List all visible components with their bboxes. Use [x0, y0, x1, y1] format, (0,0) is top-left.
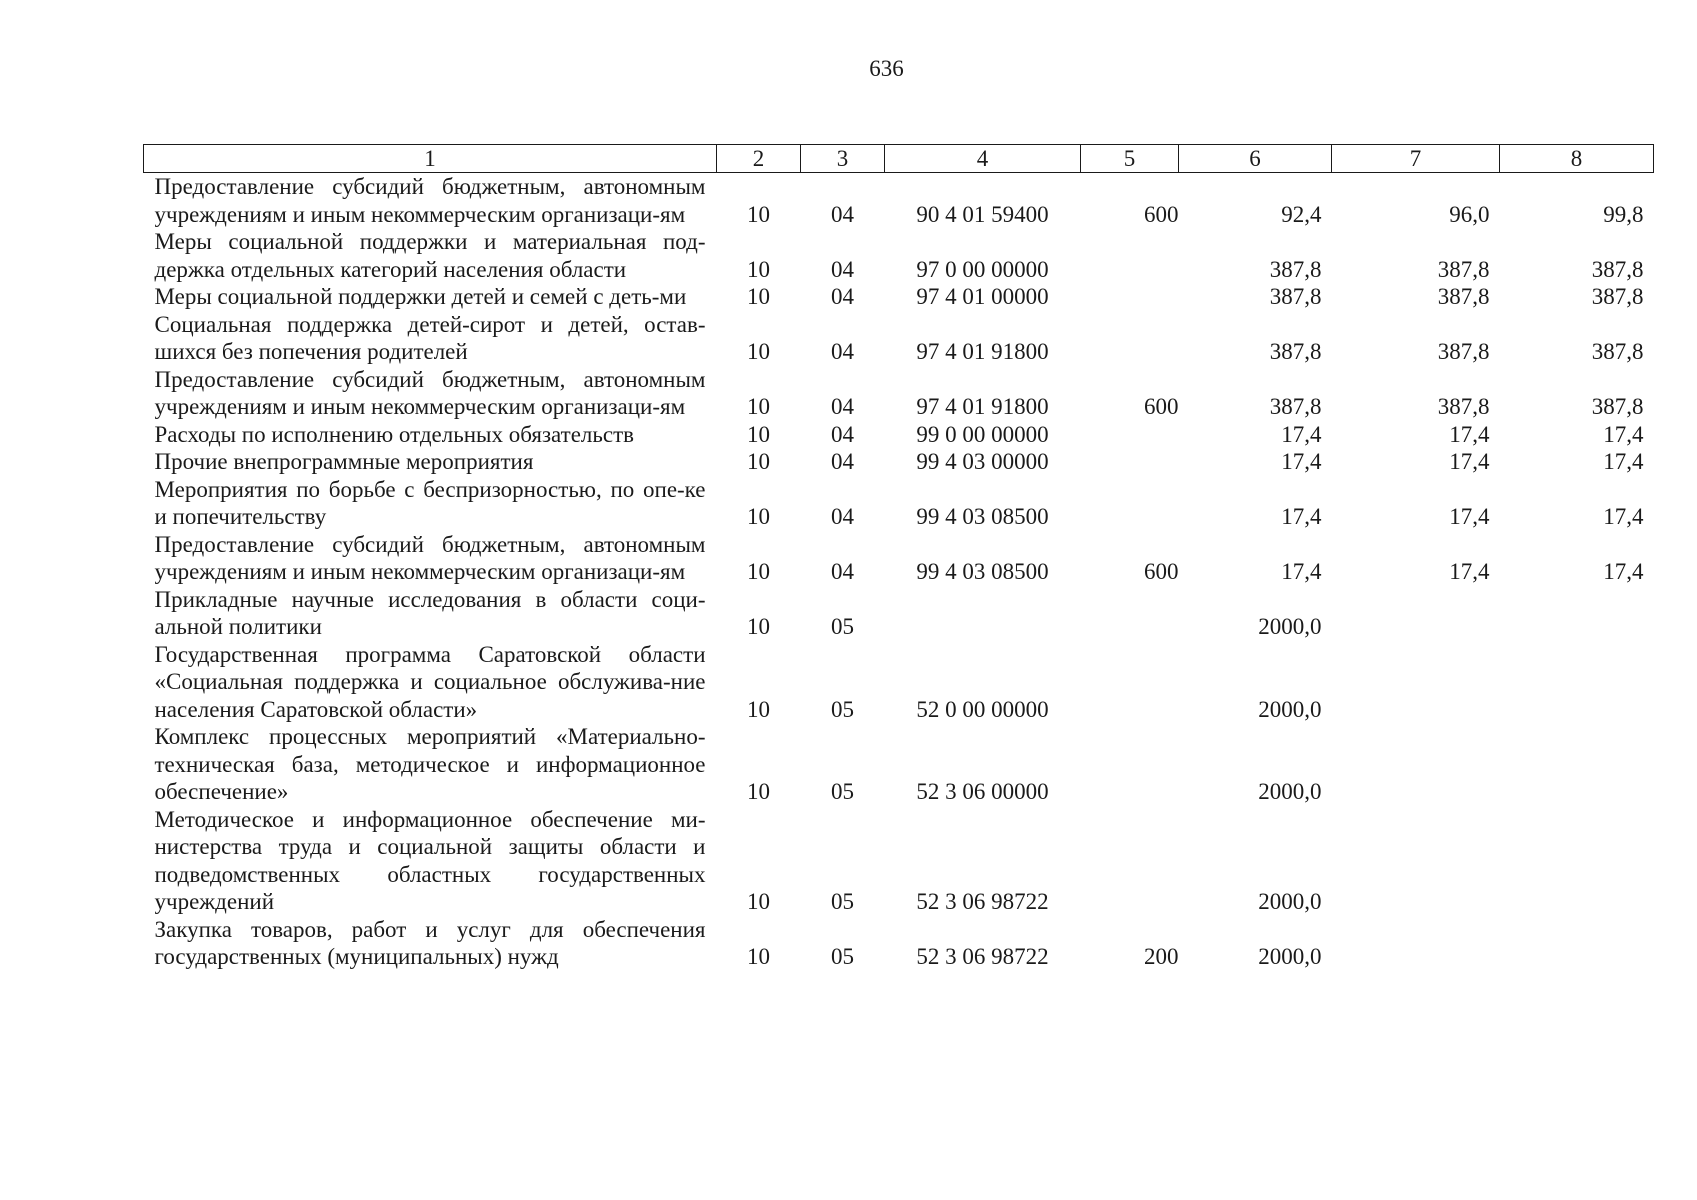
section-code: 10 [747, 394, 770, 419]
section-code: 10 [747, 559, 770, 584]
table-row [144, 448, 1654, 476]
subsection-code: 05 [831, 696, 854, 722]
amount-col-6: 17,4 [1281, 559, 1322, 584]
column-header-3: 3 [801, 145, 885, 173]
subsection-code: 04 [831, 559, 854, 584]
expense-type-code: 600 [1144, 394, 1179, 419]
table-row [144, 283, 1654, 311]
target-article-code: 52 0 00 00000 [916, 696, 1049, 722]
amount-col-7 [1332, 586, 1500, 641]
expense-type-code [1081, 723, 1179, 806]
expense-name: Меры социальной поддержки и материальная под-держка отдельных категорий населения области [154, 229, 706, 282]
table-row [144, 366, 1654, 421]
table-row [144, 586, 1654, 641]
expense-name: Комплекс процессных мероприятий «Материально-техническая база, методическое и информационное обеспечение» [154, 724, 706, 804]
amount-col-7: 387,8 [1437, 339, 1490, 364]
amount-col-8 [1500, 806, 1654, 916]
expense-name: Предоставление субсидий бюджетным, автономным учреждениям и иным некоммерческим организаци-ям [154, 366, 706, 419]
expense-type-code [1081, 228, 1179, 283]
amount-col-6: 2000,0 [1258, 779, 1322, 804]
subsection-code: 05 [831, 779, 854, 804]
section-code: 10 [747, 421, 770, 447]
amount-col-8: 17,4 [1603, 421, 1644, 447]
target-article-code: 97 4 01 91800 [916, 394, 1049, 419]
amount-col-6: 2000,0 [1258, 889, 1322, 914]
target-article-code: 97 4 01 00000 [916, 284, 1049, 309]
amount-col-7: 17,4 [1449, 421, 1490, 447]
subsection-code: 04 [831, 504, 854, 529]
expense-type-code [1081, 448, 1179, 476]
table-row [144, 531, 1654, 586]
table-body [144, 173, 1654, 971]
amount-col-6: 2000,0 [1258, 614, 1322, 639]
amount-col-8 [1500, 641, 1654, 724]
column-header-6: 6 [1179, 145, 1332, 173]
expense-type-code [1081, 586, 1179, 641]
amount-col-6: 92,4 [1281, 201, 1322, 227]
table-row [144, 916, 1654, 971]
amount-col-7 [1332, 806, 1500, 916]
amount-col-6: 2000,0 [1258, 696, 1322, 722]
subsection-code: 04 [831, 449, 854, 474]
amount-col-8: 17,4 [1603, 504, 1644, 529]
table-row [144, 641, 1654, 724]
target-article-code: 99 4 03 00000 [916, 449, 1049, 474]
subsection-code: 04 [831, 256, 854, 282]
header-row [144, 145, 1654, 173]
target-article-code: 97 0 00 00000 [916, 256, 1049, 282]
expense-type-code [1081, 641, 1179, 724]
expense-type-code [1081, 421, 1179, 449]
target-article-code: 99 4 03 08500 [916, 559, 1049, 584]
expense-type-code: 600 [1144, 201, 1179, 227]
amount-col-6: 387,8 [1269, 284, 1322, 309]
subsection-code: 05 [831, 889, 854, 914]
amount-col-7: 17,4 [1449, 504, 1490, 529]
section-code: 10 [747, 696, 770, 722]
expense-name: Социальная поддержка детей-сирот и детей, остав-шихся без попечения родителей [154, 311, 706, 364]
page-number: 636 [869, 56, 904, 81]
section-code: 10 [747, 889, 770, 914]
subsection-code: 05 [831, 614, 854, 639]
section-code: 10 [747, 339, 770, 364]
column-header-4: 4 [885, 145, 1081, 173]
section-code: 10 [747, 614, 770, 639]
subsection-code: 04 [831, 201, 854, 227]
amount-col-7 [1332, 641, 1500, 724]
amount-col-7: 387,8 [1437, 256, 1490, 282]
table-row [144, 723, 1654, 806]
expense-type-code: 600 [1144, 559, 1179, 584]
table-row [144, 806, 1654, 916]
target-article-code: 99 4 03 08500 [916, 504, 1049, 529]
table-header [144, 145, 1654, 173]
section-code: 10 [747, 944, 770, 969]
expense-type-code [1081, 806, 1179, 916]
expense-name: Мероприятия по борьбе с беспризорностью, по опе-ке и попечительству [154, 476, 706, 529]
subsection-code: 04 [831, 339, 854, 364]
table-row [144, 476, 1654, 531]
column-header-2: 2 [717, 145, 801, 173]
amount-col-8: 387,8 [1591, 339, 1644, 364]
expense-name: Предоставление субсидий бюджетным, автономным учреждениям и иным некоммерческим организаци-ям [154, 174, 706, 227]
amount-col-7: 387,8 [1437, 394, 1490, 419]
expense-type-code [1081, 476, 1179, 531]
amount-col-8: 17,4 [1603, 559, 1644, 584]
amount-col-6: 387,8 [1269, 339, 1322, 364]
subsection-code: 04 [831, 284, 854, 309]
section-code: 10 [747, 256, 770, 282]
expense-type-code: 200 [1144, 944, 1179, 969]
subsection-code: 04 [831, 421, 854, 447]
amount-col-7 [1332, 916, 1500, 971]
target-article-code: 52 3 06 00000 [916, 779, 1049, 804]
target-article-code [885, 586, 1081, 641]
table-row [144, 311, 1654, 366]
target-article-code: 90 4 01 59400 [916, 201, 1049, 227]
column-header-5: 5 [1081, 145, 1179, 173]
amount-col-8 [1500, 586, 1654, 641]
amount-col-7: 17,4 [1449, 559, 1490, 584]
expense-name: Методическое и информационное обеспечение ми-нистерства труда и социальной защиты области и подведомственных областных государственных учреждений [154, 806, 706, 914]
amount-col-6: 2000,0 [1258, 944, 1322, 969]
section-code: 10 [747, 449, 770, 474]
section-code: 10 [747, 201, 770, 227]
amount-col-6: 387,8 [1269, 394, 1322, 419]
budget-table [143, 144, 1654, 971]
amount-col-7: 96,0 [1449, 201, 1490, 227]
amount-col-8 [1500, 723, 1654, 806]
column-header-7: 7 [1332, 145, 1500, 173]
table-row [144, 173, 1654, 229]
target-article-code: 99 0 00 00000 [916, 421, 1049, 447]
expense-name: Расходы по исполнению отдельных обязательств [154, 421, 634, 447]
amount-col-6: 387,8 [1269, 256, 1322, 282]
subsection-code: 04 [831, 394, 854, 419]
amount-col-7: 387,8 [1437, 284, 1490, 309]
target-article-code: 97 4 01 91800 [916, 339, 1049, 364]
amount-col-8: 99,8 [1603, 201, 1644, 227]
table-row [144, 228, 1654, 283]
amount-col-6: 17,4 [1281, 504, 1322, 529]
target-article-code: 52 3 06 98722 [916, 944, 1049, 969]
table-row [144, 421, 1654, 449]
amount-col-6: 17,4 [1281, 449, 1322, 474]
amount-col-8 [1500, 916, 1654, 971]
expense-type-code [1081, 283, 1179, 311]
column-header-1: 1 [144, 145, 717, 173]
section-code: 10 [747, 284, 770, 309]
expense-name: Прикладные научные исследования в области соци-альной политики [154, 586, 706, 639]
amount-col-8: 387,8 [1591, 394, 1644, 419]
amount-col-7 [1332, 723, 1500, 806]
amount-col-8: 17,4 [1603, 449, 1644, 474]
expense-name: Закупка товаров, работ и услуг для обеспечения государственных (муниципальных) нужд [154, 916, 706, 969]
section-code: 10 [747, 779, 770, 804]
amount-col-8: 387,8 [1591, 284, 1644, 309]
section-code: 10 [747, 504, 770, 529]
expense-name: Государственная программа Саратовской области «Социальная поддержка и социальное обслужива-ние населения Саратовской области» [154, 641, 706, 722]
expense-name: Предоставление субсидий бюджетным, автономным учреждениям и иным некоммерческим организаци-ям [154, 531, 706, 584]
target-article-code: 52 3 06 98722 [916, 889, 1049, 914]
expense-type-code [1081, 311, 1179, 366]
amount-col-7: 17,4 [1449, 449, 1490, 474]
expense-name: Меры социальной поддержки детей и семей с деть-ми [154, 284, 687, 309]
expense-name: Прочие внепрограммные мероприятия [154, 449, 534, 474]
amount-col-6: 17,4 [1281, 421, 1322, 447]
amount-col-8: 387,8 [1591, 256, 1644, 282]
subsection-code: 05 [831, 944, 854, 969]
column-header-8: 8 [1500, 145, 1654, 173]
